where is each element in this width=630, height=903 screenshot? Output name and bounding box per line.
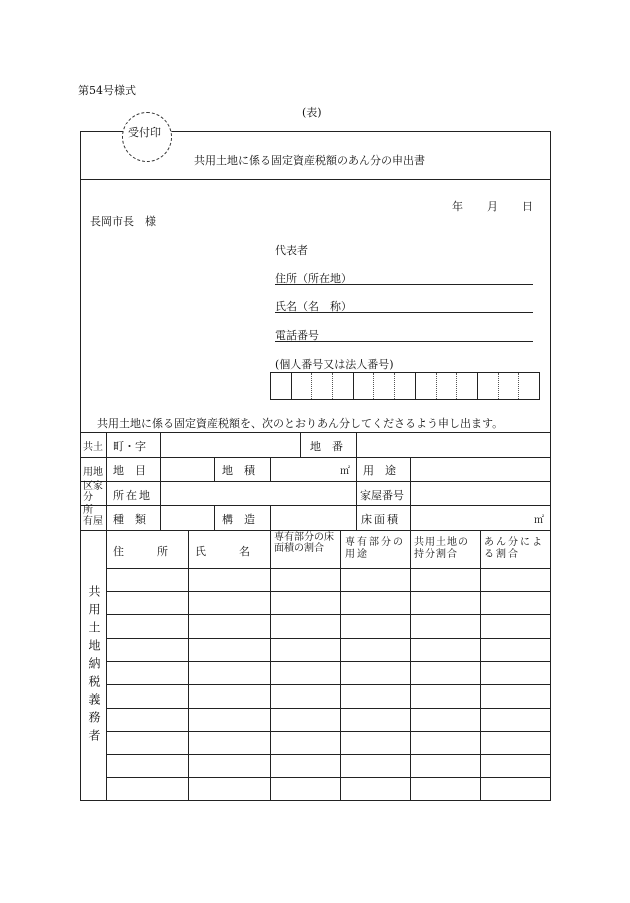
grid-line xyxy=(188,530,189,801)
grid-line xyxy=(106,684,551,685)
building-group-label-3: 所 xyxy=(83,505,93,516)
land-area-unit: ㎡ xyxy=(340,466,350,477)
phone-line xyxy=(275,341,533,342)
address-line xyxy=(275,284,533,285)
date-month: 月 xyxy=(487,200,498,213)
grid-line xyxy=(410,505,411,530)
grid-line xyxy=(106,591,551,592)
grid-line xyxy=(106,614,551,615)
building-floor-area-unit: ㎡ xyxy=(534,515,544,526)
date-year: 年 xyxy=(452,200,463,213)
building-group-label-1: 区家 xyxy=(83,481,103,492)
building-floor-area-label: 床面積 xyxy=(361,513,400,526)
grid-line xyxy=(356,481,357,505)
id-number-label: (個人番号又は法人番号) xyxy=(275,358,394,371)
id-number-boxes[interactable] xyxy=(270,372,540,400)
building-group-label-2: 分 xyxy=(83,492,93,503)
grid-line xyxy=(214,505,215,530)
name-line xyxy=(275,312,533,313)
col-address: 住 所 xyxy=(113,545,168,558)
building-house-number-label: 家屋番号 xyxy=(360,489,404,502)
col-apportion-ratio: あん分による割合 xyxy=(484,537,544,560)
grid-line xyxy=(356,505,357,530)
land-town-label: 町・字 xyxy=(113,440,146,453)
land-town-field[interactable] xyxy=(160,432,300,457)
name-label: 氏名（名 称） xyxy=(275,300,352,313)
grid-line xyxy=(300,432,301,457)
building-location-label: 所在地 xyxy=(113,489,152,502)
grid-line xyxy=(214,457,215,481)
grid-line xyxy=(106,568,551,569)
grid-line xyxy=(106,731,551,732)
col-exclusive-ratio: 専有部分の床面積の割合 xyxy=(274,532,334,554)
building-kind-label: 種 類 xyxy=(113,513,146,526)
building-group-label-4: 有屋 xyxy=(83,516,103,527)
building-structure-label: 構 造 xyxy=(222,513,255,526)
grid-line xyxy=(106,754,551,755)
addressee: 長岡市長 様 xyxy=(90,215,156,228)
land-category-field[interactable] xyxy=(160,457,214,481)
grid-line xyxy=(106,661,551,662)
col-name: 氏 名 xyxy=(195,545,250,558)
taxpayers-side-label: 共用土地納税義務者 xyxy=(87,585,101,747)
land-group-label-1: 共土 xyxy=(83,442,103,453)
land-lot-field[interactable] xyxy=(356,432,551,457)
building-location-field[interactable] xyxy=(160,481,356,505)
land-category-label: 地 目 xyxy=(113,464,146,477)
grid-line xyxy=(480,530,481,801)
grid-line xyxy=(340,530,341,801)
date-day: 日 xyxy=(522,200,533,213)
phone-label: 電話番号 xyxy=(275,329,319,342)
land-lot-label: 地 番 xyxy=(310,440,343,453)
grid-line xyxy=(106,777,551,778)
grid-line xyxy=(106,432,107,801)
address-label: 住所（所在地） xyxy=(275,272,352,285)
form-number: 第54号様式 xyxy=(78,84,136,97)
stamp-label: 受付印 xyxy=(128,126,161,139)
side-label: (表) xyxy=(302,106,322,119)
building-structure-field[interactable] xyxy=(270,505,356,530)
col-share-ratio: 共用土地の持分割合 xyxy=(414,537,469,560)
form-title: 共用土地に係る固定資産税額のあん分の申出書 xyxy=(194,154,425,167)
title-divider xyxy=(80,179,551,180)
building-kind-field[interactable] xyxy=(160,505,214,530)
representative-label: 代表者 xyxy=(275,244,308,257)
land-group-label-2: 用地 xyxy=(83,467,103,478)
col-exclusive-use: 専有部分の用途 xyxy=(345,537,405,560)
land-area-label: 地 積 xyxy=(222,464,255,477)
grid-line xyxy=(410,530,411,801)
grid-line xyxy=(106,708,551,709)
building-house-number-field[interactable] xyxy=(410,481,551,505)
land-use-label: 用 途 xyxy=(363,464,396,477)
grid-line xyxy=(270,457,271,481)
land-use-field[interactable] xyxy=(410,457,551,481)
grid-line xyxy=(356,457,357,481)
grid-line xyxy=(270,530,271,801)
grid-line xyxy=(106,638,551,639)
request-text: 共用土地に係る固定資産税額を、次のとおりあん分してくださるよう申し出ます。 xyxy=(97,417,504,430)
